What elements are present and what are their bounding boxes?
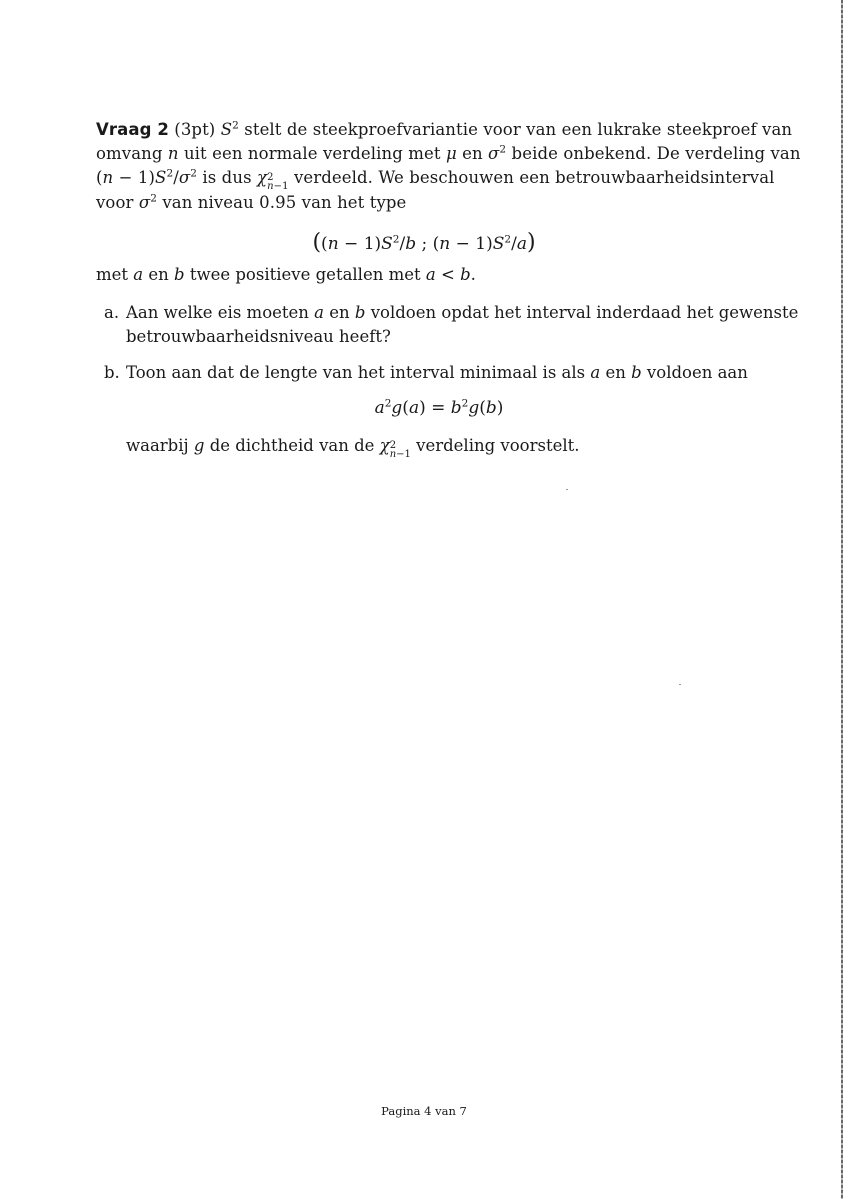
item-b-line-1: Toon aan dat de lengte van het interval minimaal is als a en b voldoen aan: [126, 363, 748, 382]
question-label: Vraag 2: [96, 120, 169, 139]
interval-formula: ($(n - 1)S^2/b$ ; $(n - 1)S^2/a$): [312, 230, 536, 255]
question-line-1-text: stelt de steekproefvariantie voor van een lukrake steekproef van: [244, 120, 793, 139]
scan-speck: [566, 489, 568, 490]
item-a-line-1: Aan welke eis moeten a en b voldoen opdat het interval inderdaad het gewenste: [126, 303, 799, 322]
item-b-line-2: waarbij g de dichtheid van de χ 2 n−1 verdeling voorstelt.: [126, 436, 580, 460]
item-a-label: a.: [104, 303, 120, 322]
question-line-4: voor $\sigma^2$ van niveau 0.95 van het type: [96, 192, 407, 212]
page-number: Pagina 4 van 7: [381, 1104, 467, 1118]
question-paragraph: [96, 118, 801, 215]
condition-text: met a en b twee positieve getallen met a < b.: [96, 265, 476, 284]
scan-speck: [679, 684, 681, 685]
question-line-2: omvang n uit een normale verdeling met μ en $\sigma^2$ beide onbekend. De verdeling van: [96, 143, 801, 163]
question-points: (3pt): [174, 120, 216, 139]
scan-edge-line: [841, 0, 843, 1199]
item-b-label: b.: [104, 363, 120, 382]
item-a-line-2: betrouwbaarheidsniveau heeft?: [126, 327, 391, 346]
item-b-formula: $a^2g(a) = b^2g(b)$: [374, 397, 504, 418]
question-line-1: Vraag 2 (3pt) $S^2$ stelt de steekproefvariantie voor van een lukrake steekproef van: [96, 119, 793, 139]
question-line-3: $(n - 1)S^2/\sigma^2$ is dus χ 2 n−1 verdeeld. We beschouwen een betrouwbaarheidsinterval: [96, 167, 775, 192]
